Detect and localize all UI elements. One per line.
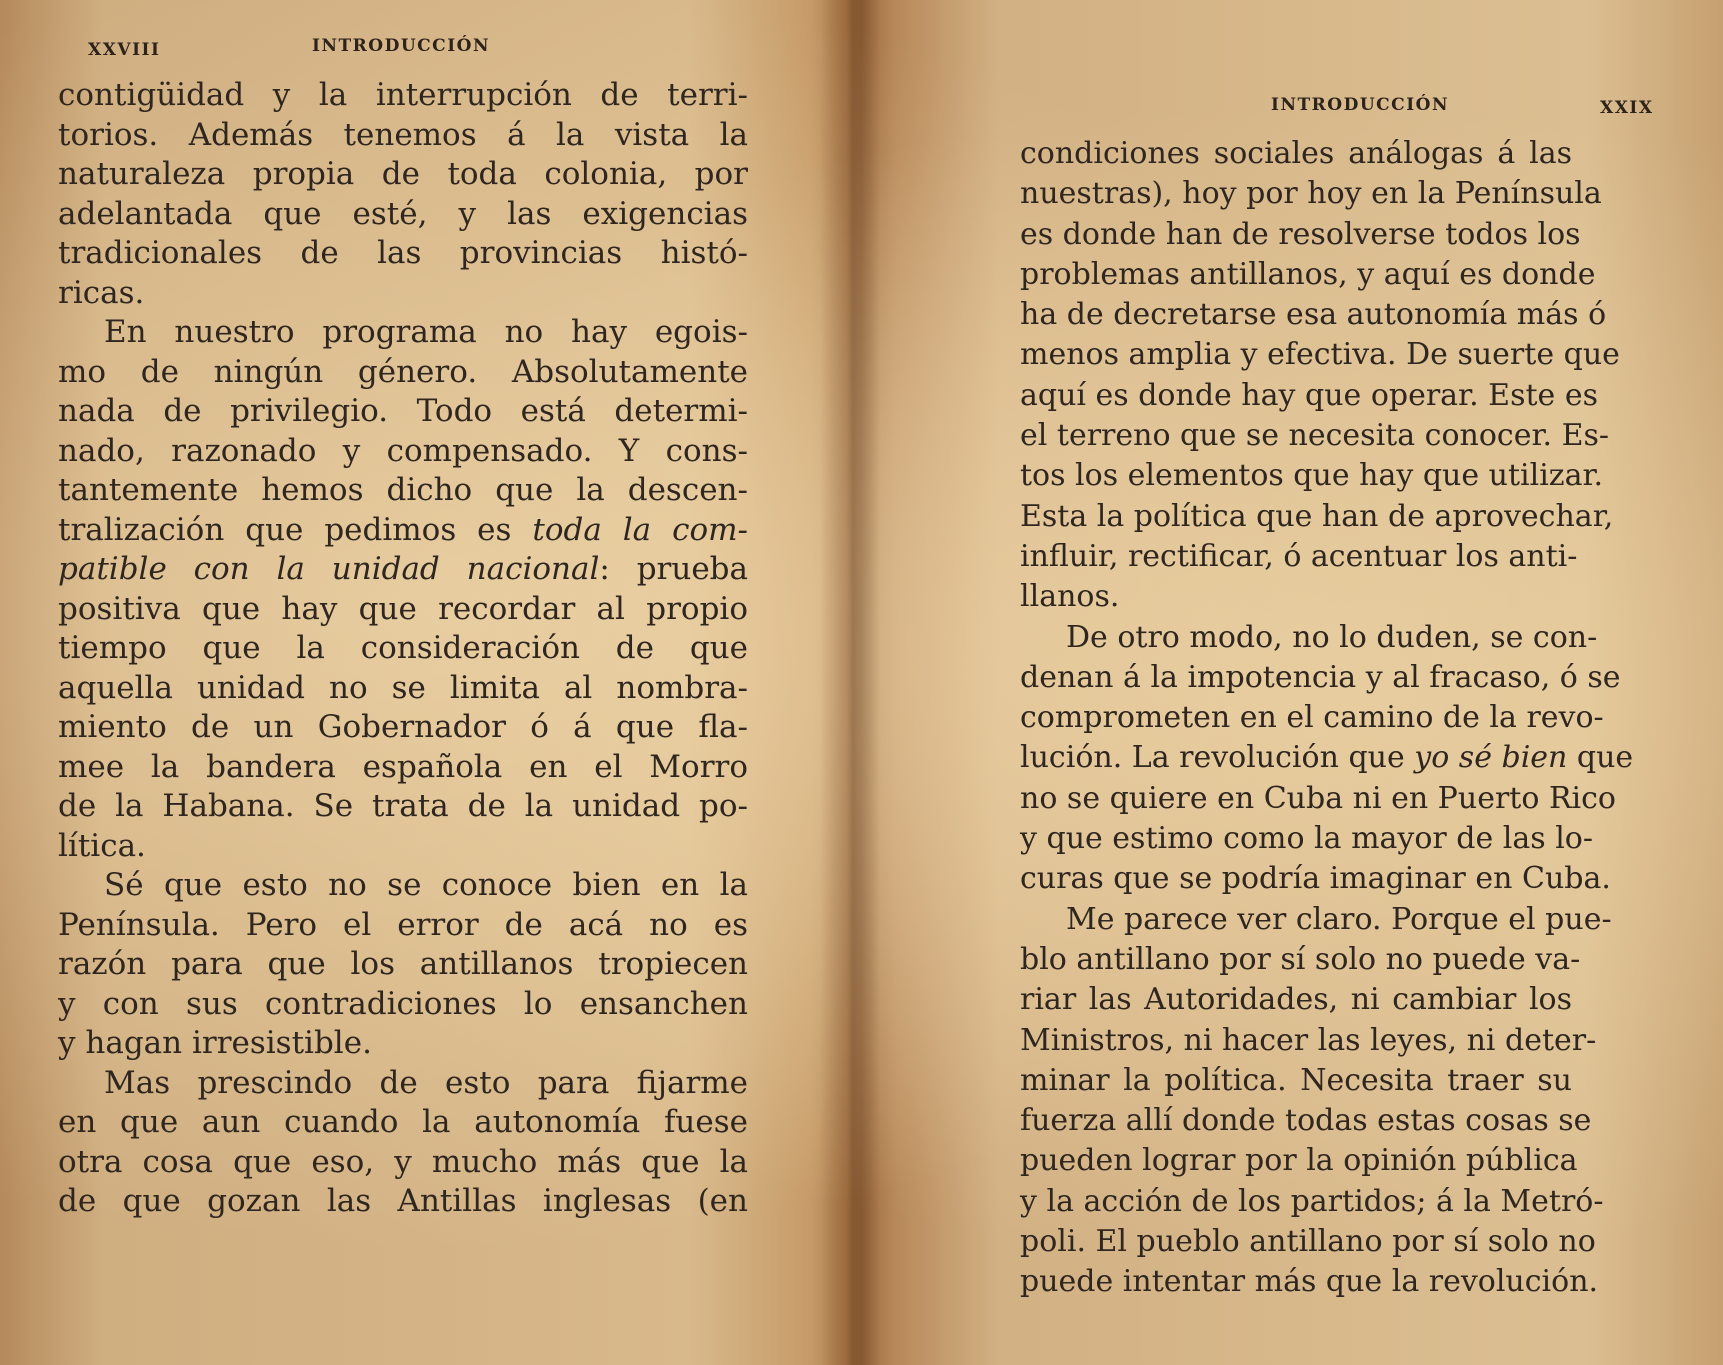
text-line: adelantada que esté, y las exigencias <box>58 195 748 232</box>
text-line: Mas prescindo de esto para fijarme <box>104 1064 748 1101</box>
text-line: llanos. <box>1020 579 1120 615</box>
right-page-number: XXIX <box>1600 98 1654 118</box>
text-line: tantemente hemos dicho que la descen- <box>58 472 748 508</box>
text-line: positiva que hay que recordar al propio <box>58 590 748 627</box>
text-line: mo de ningún género. Absolutamente <box>58 353 748 390</box>
text-line: riar las Autoridades, ni cambiar los <box>1020 982 1572 1018</box>
text-line: contigüidad y la interrupción de terri- <box>58 77 748 113</box>
text-line: no se quiere en Cuba ni en Puerto Rico <box>1020 780 1616 816</box>
text-line: Península. Pero el error de acá no es <box>58 906 748 943</box>
text-line: Esta la política que han de aprovechar, <box>1020 498 1614 534</box>
book-gutter <box>820 0 880 1365</box>
text-line: en que aun cuando la autonomía fuese <box>58 1104 748 1140</box>
text-line: aquella unidad no se limita al nombra- <box>58 669 748 706</box>
text-line: razón para que los antillanos tropiecen <box>58 946 748 982</box>
italic-segment: yo sé bien <box>1414 740 1568 776</box>
text-line: es donde han de resolverse todos los <box>1020 216 1581 252</box>
left-page-number: XXVIII <box>88 40 161 60</box>
text-line: nado, razonado y compensado. Y cons- <box>58 432 748 469</box>
text-line: tradicionales de las provincias histó- <box>58 235 748 271</box>
text-line: el terreno que se necesita conocer. Es- <box>1020 418 1609 454</box>
text-line: ricas. <box>58 274 145 311</box>
text-line: torios. Además tenemos á la vista la <box>58 116 748 153</box>
text-line: otra cosa que eso, y mucho más que la <box>58 1143 748 1180</box>
text-line: naturaleza propia de toda colonia, por <box>58 156 748 192</box>
text-line: denan á la impotencia y al fracaso, ó se <box>1020 659 1621 695</box>
text-line: puede intentar más que la revolución. <box>1020 1264 1599 1300</box>
text-line: y hagan irresistible. <box>58 1025 372 1061</box>
left-page <box>0 0 800 1365</box>
text-line: y con sus contradiciones lo ensanchen <box>58 985 748 1022</box>
text-line: lítica. <box>58 827 146 864</box>
text-line: menos amplia y efectiva. De suerte que <box>1020 337 1620 373</box>
text-line: blo antillano por sí solo no puede va- <box>1020 941 1581 977</box>
text-line: curas que se podría imaginar en Cuba. <box>1020 861 1611 897</box>
italic-segment: toda la com- <box>532 511 748 548</box>
text-line: de que gozan las Antillas inglesas (en <box>58 1183 748 1219</box>
left-page-text <box>58 76 748 1222</box>
line-segment: : prueba <box>599 551 748 587</box>
text-line: condiciones sociales análogas á las <box>1020 136 1572 171</box>
right-running-head: INTRODUCCIÓN <box>1271 95 1450 115</box>
text-line: aquí es donde hay que operar. Este es <box>1020 377 1598 413</box>
text-line: poli. El pueblo antillano por sí solo no <box>1020 1224 1596 1260</box>
text-line: mee la bandera española en el Morro <box>58 748 748 785</box>
text-line: tiempo que la consideración de que <box>58 630 748 666</box>
text-line: En nuestro programa no hay egois- <box>104 314 748 350</box>
text-line <box>58 511 748 551</box>
text-line <box>1020 738 1634 778</box>
text-line: comprometen en el camino de la revo- <box>1020 700 1604 736</box>
right-page-text <box>1020 134 1634 1303</box>
text-line: fuerza allí donde todas estas cosas se <box>1020 1103 1592 1139</box>
text-line: ha de decretarse esa autonomía más ó <box>1020 297 1607 333</box>
text-line <box>58 550 748 590</box>
text-line: problemas antillanos, y aquí es donde <box>1020 256 1596 292</box>
line-segment: lución. La revolución que <box>1020 740 1415 776</box>
text-line: tos los elementos que hay que utilizar. <box>1020 458 1604 494</box>
text-line: influir, rectificar, ó acentuar los anti- <box>1020 538 1578 574</box>
text-line: miento de un Gobernador ó á que fla- <box>58 709 748 745</box>
right-page <box>880 0 1723 1365</box>
italic-segment: patible con la unidad nacional <box>58 551 600 587</box>
text-line: de la Habana. Se trata de la unidad po- <box>58 788 748 824</box>
line-segment: que <box>1567 740 1634 776</box>
text-line: Sé que esto no se conoce bien en la <box>104 867 748 903</box>
text-line: nada de privilegio. Todo está determi- <box>58 393 748 429</box>
text-line: Me parece ver claro. Porque el pue- <box>1066 901 1612 937</box>
text-line: pueden lograr por la opinión pública <box>1020 1143 1578 1179</box>
left-running-head: INTRODUCCIÓN <box>312 36 491 56</box>
text-line: nuestras), hoy por hoy en la Península <box>1020 176 1602 212</box>
line-segment: tralización que pedimos es <box>58 511 533 548</box>
text-line: minar la política. Necesita traer su <box>1020 1062 1572 1098</box>
text-line: y la acción de los partidos; á la Metró- <box>1020 1183 1604 1219</box>
text-line: y que estimo como la mayor de las lo- <box>1020 821 1593 857</box>
text-line: Ministros, ni hacer las leyes, ni deter- <box>1020 1022 1597 1058</box>
text-line: De otro modo, no lo duden, se con- <box>1066 619 1598 655</box>
